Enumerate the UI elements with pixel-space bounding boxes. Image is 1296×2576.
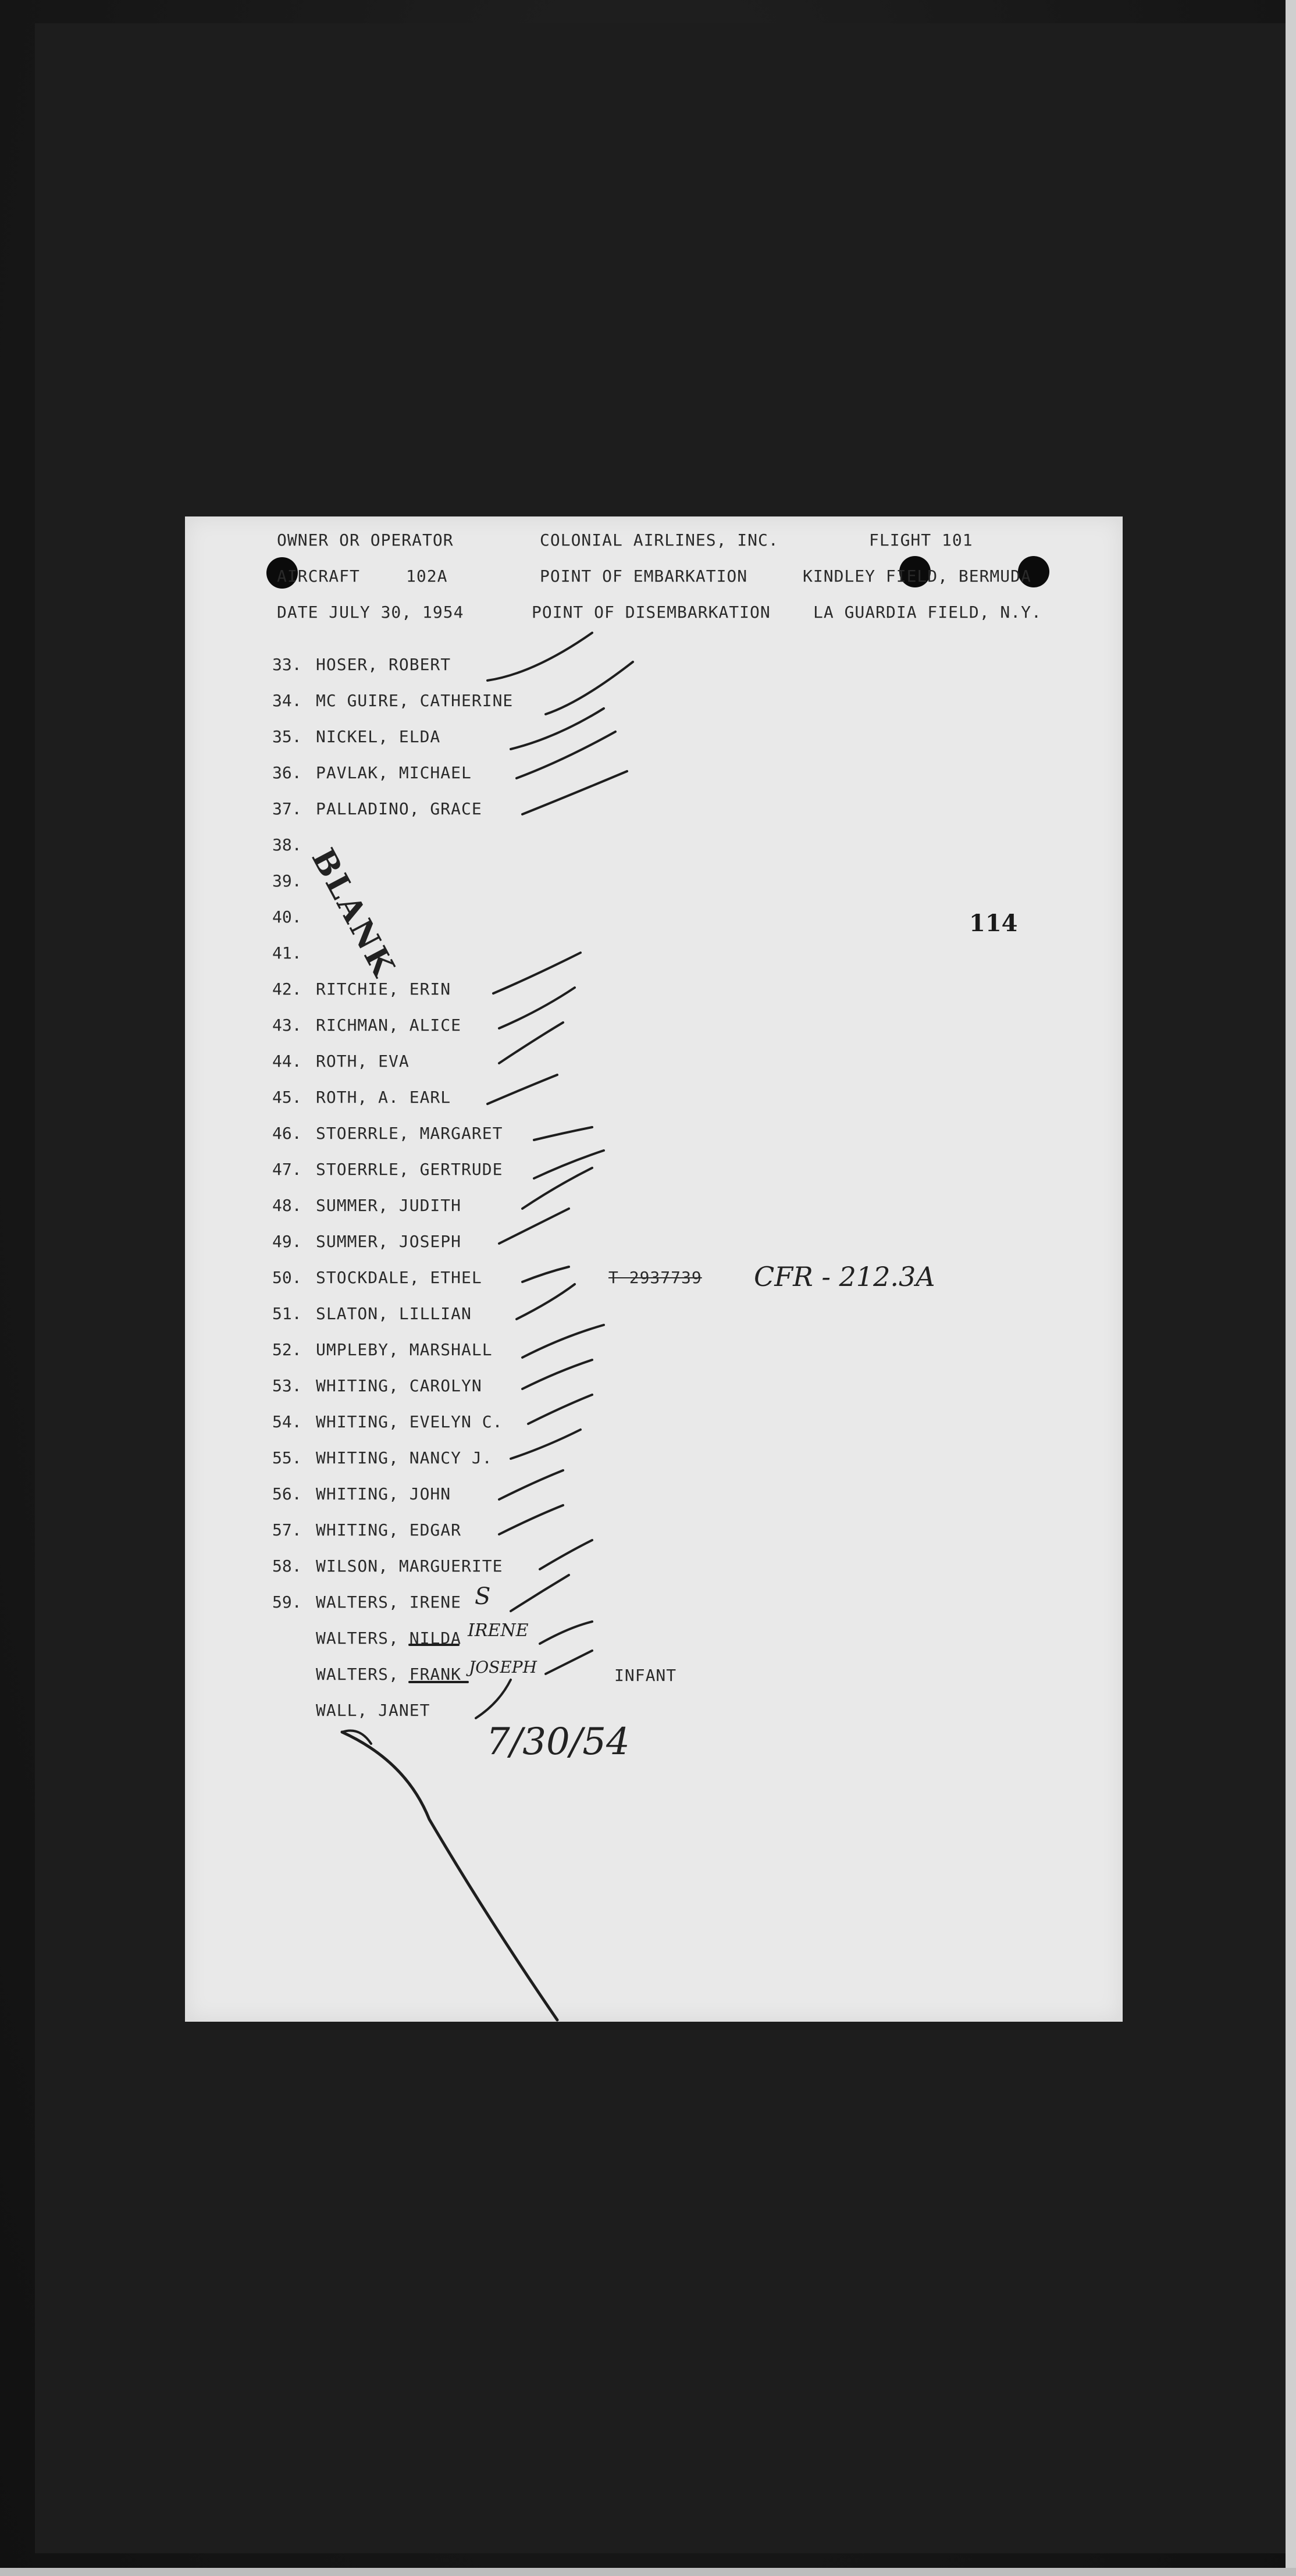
passenger-number: 54.: [272, 1412, 302, 1431]
passenger-name: WALTERS, NILDA: [316, 1629, 462, 1648]
passenger-number: 47.: [272, 1160, 302, 1179]
passenger-name: ROTH, A. EARL: [316, 1088, 451, 1107]
page-number: 114: [969, 910, 1018, 937]
irene-correction: IRENE: [468, 1620, 529, 1641]
passenger-number: 33.: [272, 655, 302, 674]
check-mark: [499, 1470, 563, 1499]
disembarkation-label: POINT OF DISEMBARKATION: [532, 603, 771, 622]
passenger-name: WHITING, JOHN: [316, 1484, 451, 1503]
aircraft-value: 102A: [406, 566, 448, 586]
passenger-name: STOERRLE, GERTRUDE: [316, 1160, 503, 1179]
pen-marks: [185, 516, 1123, 2022]
passenger-number: 48.: [272, 1196, 302, 1215]
handwritten-date: 7/30/54: [486, 1720, 630, 1763]
check-mark: [528, 1395, 592, 1424]
passenger-name: MC GUIRE, CATHERINE: [316, 691, 514, 710]
passenger-number: 51.: [272, 1304, 302, 1323]
passenger-name: SUMMER, JOSEPH: [316, 1232, 462, 1251]
passenger-number: 49.: [272, 1232, 302, 1251]
passenger-number: 43.: [272, 1016, 302, 1035]
passenger-number: 46.: [272, 1124, 302, 1143]
disembarkation-value: LA GUARDIA FIELD, N.Y.: [813, 603, 1042, 622]
check-mark: [517, 732, 615, 778]
check-mark: [522, 1325, 604, 1358]
passenger-number: 57.: [272, 1520, 302, 1540]
passenger-number: 42.: [272, 979, 302, 999]
cfr-annotation: CFR - 212.3A: [754, 1261, 935, 1292]
passenger-name: HOSER, ROBERT: [316, 655, 451, 674]
passenger-number: 40.: [272, 907, 302, 927]
passenger-number: 41.: [272, 943, 302, 963]
passenger-name: STOERRLE, MARGARET: [316, 1124, 503, 1143]
check-mark: [499, 1505, 563, 1534]
passenger-number: 50.: [272, 1268, 302, 1287]
check-mark: [499, 1022, 563, 1063]
passenger-number: 44.: [272, 1052, 302, 1071]
aircraft-label: AIRCRAFT: [277, 566, 360, 586]
passenger-name: SUMMER, JUDITH: [316, 1196, 462, 1215]
check-mark: [476, 1680, 511, 1718]
date-label: DATE JULY 30, 1954: [277, 603, 464, 622]
passenger-number: 39.: [272, 871, 302, 890]
passenger-name: WHITING, NANCY J.: [316, 1448, 493, 1467]
check-mark: [511, 1430, 581, 1459]
passenger-name: WHITING, EVELYN C.: [316, 1412, 503, 1431]
passenger-number: 36.: [272, 763, 302, 782]
check-mark: [522, 771, 627, 814]
joseph-correction: JOSEPH: [469, 1658, 537, 1677]
passenger-name: RICHMAN, ALICE: [316, 1016, 462, 1035]
check-mark: [522, 1360, 592, 1389]
passenger-name: WALTERS, IRENE: [316, 1592, 462, 1612]
check-mark: [517, 1284, 575, 1319]
passenger-name: UMPLEBY, MARSHALL: [316, 1340, 493, 1359]
passenger-name: WHITING, CAROLYN: [316, 1376, 482, 1395]
passenger-number: 52.: [272, 1340, 302, 1359]
long-pen-stroke: [342, 1732, 557, 2020]
infant-label: INFANT: [614, 1666, 677, 1685]
irene-s-annotation: S: [475, 1583, 491, 1610]
passenger-name: WHITING, EDGAR: [316, 1520, 462, 1540]
check-mark: [499, 1209, 569, 1244]
check-mark: [522, 1168, 592, 1209]
check-mark: [540, 1540, 592, 1569]
passenger-number: 56.: [272, 1484, 302, 1503]
check-mark: [546, 662, 633, 714]
check-mark: [487, 633, 592, 680]
passenger-number: 34.: [272, 691, 302, 710]
passenger-name: STOCKDALE, ETHEL: [316, 1268, 482, 1287]
check-mark: [522, 1267, 569, 1282]
passenger-name: RITCHIE, ERIN: [316, 979, 451, 999]
passenger-name: WILSON, MARGUERITE: [316, 1556, 503, 1576]
manifest-page: [185, 516, 1123, 2022]
check-mark: [511, 708, 604, 749]
struck-ticket-number: T 2937739: [608, 1268, 702, 1287]
passenger-name: ROTH, EVA: [316, 1052, 410, 1071]
passenger-number: 53.: [272, 1376, 302, 1395]
blank-handwritten-mark: BLANK: [304, 842, 404, 984]
passenger-name: NICKEL, ELDA: [316, 727, 441, 746]
passenger-name: PAVLAK, MICHAEL: [316, 763, 472, 782]
passenger-name: SLATON, LILLIAN: [316, 1304, 472, 1323]
passenger-number: 35.: [272, 727, 302, 746]
owner-label: OWNER OR OPERATOR: [277, 530, 454, 550]
scan-edge-bottom: [0, 2568, 1296, 2576]
owner-value: COLONIAL AIRLINES, INC.: [540, 530, 779, 550]
passenger-name: PALLADINO, GRACE: [316, 799, 482, 818]
passenger-name: WALTERS, FRANK: [316, 1665, 462, 1684]
embarkation-label: POINT OF EMBARKATION: [540, 566, 748, 586]
passenger-number: 55.: [272, 1448, 302, 1467]
passenger-number: 58.: [272, 1556, 302, 1576]
check-mark: [546, 1651, 592, 1674]
embarkation-value: KINDLEY FIELD, BERMUDA: [803, 566, 1031, 586]
check-mark: [540, 1622, 592, 1644]
check-mark: [487, 1075, 557, 1104]
passenger-number: 38.: [272, 835, 302, 854]
passenger-number: 37.: [272, 799, 302, 818]
passenger-number: 45.: [272, 1088, 302, 1107]
check-mark: [534, 1150, 604, 1178]
passenger-name: WALL, JANET: [316, 1701, 430, 1720]
check-mark: [511, 1575, 569, 1611]
check-mark: [493, 953, 581, 993]
passenger-number: 59.: [272, 1592, 302, 1612]
scan-edge-right: [1286, 0, 1296, 2576]
check-mark: [534, 1127, 592, 1140]
flight-number: FLIGHT 101: [869, 530, 973, 550]
